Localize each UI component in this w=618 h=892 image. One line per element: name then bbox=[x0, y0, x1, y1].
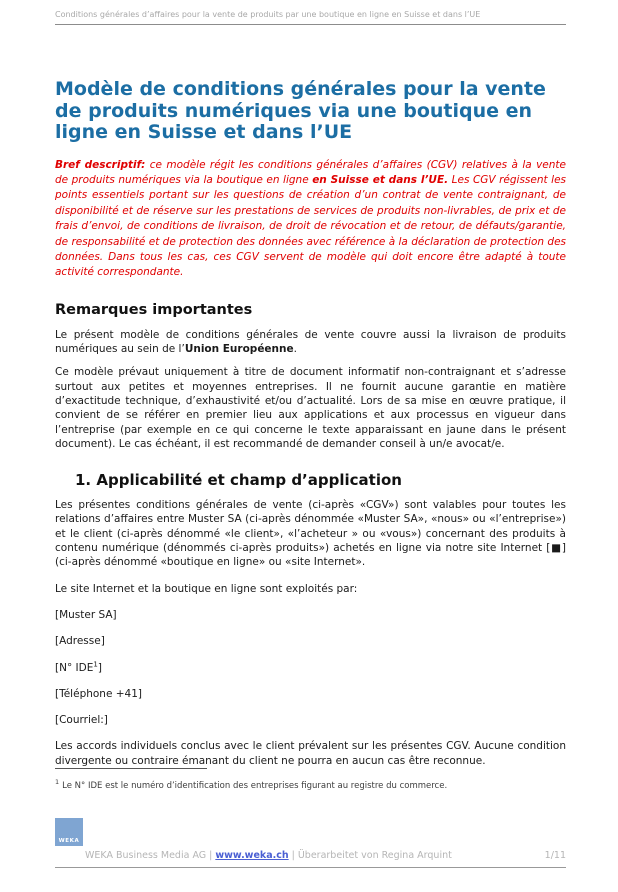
union-europeenne-bold: Union Européenne bbox=[184, 343, 294, 356]
page-footer bbox=[55, 818, 566, 868]
page-number: 1/11 bbox=[544, 850, 566, 861]
placeholder-adresse: [Adresse] bbox=[55, 635, 105, 648]
weka-website-link[interactable]: www.weka.ch bbox=[215, 850, 289, 861]
page-title: Modèle de conditions générales pour la vente de produits numériques via une boutique en ligne en Suisse et dans l’UE bbox=[55, 78, 546, 143]
running-header bbox=[55, 10, 566, 25]
brief-text-1: ce modèle régit les conditions générales d’affaires (CGV) relatives à la vente de produits numériques via la boutique en ligne bbox=[55, 158, 566, 186]
footer-company: WEKA Business Media AG bbox=[85, 850, 207, 861]
placeholder-courriel: [Courriel:] bbox=[55, 714, 108, 727]
running-header-text: Conditions générales d’affaires pour la vente de produits par une boutique en ligne en Suisse et dans l’UE bbox=[55, 10, 481, 19]
footer-separator-2: | bbox=[291, 850, 295, 861]
footnote-area bbox=[55, 768, 566, 792]
section-1-heading: 1. Applicabilité et champ d’application bbox=[75, 471, 402, 490]
placeholder-ide: [N° IDE$^1$] bbox=[55, 660, 102, 674]
section-1-paragraph-1: Les présentes conditions générales de vente (ci-après «CGV») sont valables pour toutes les relations d’affaires entre Muster SA (ci-après dénommée «Muster SA», «nous» ou «l’entreprise») et le client (ci-après dénommé «le client», «l’acheteur » ou «vous») concernant des produits à contenu numérique (dénommés ci-après produits») achetés en ligne via notre site Internet [■] (ci-après dénommé «boutique en ligne» ou «site Internet». bbox=[55, 499, 566, 569]
footer-edited-by: Überarbeitet von Regina Arquint bbox=[297, 850, 452, 861]
section-1-paragraph-3: Les accords individuels conclus avec le client prévalent sur les présentes CGV. Aucune condition divergente ou contraire émanant du client ne pourra en aucun cas être reconnue. bbox=[55, 740, 566, 767]
weka-logo bbox=[55, 818, 83, 846]
placeholder-telephone: [Téléphone +41] bbox=[55, 687, 143, 700]
footnote-reference: 1 bbox=[93, 660, 98, 668]
placeholder-muster-sa: [Muster SA] bbox=[55, 608, 117, 621]
weka-logo-text: WEKA bbox=[58, 838, 80, 844]
footer-rule bbox=[55, 867, 566, 868]
footnote-separator bbox=[55, 768, 207, 769]
brief-description bbox=[55, 158, 566, 281]
remarks-paragraph-2: Ce modèle prévaut uniquement à titre de document informatif non-contraignant et s’adresse surtout aux petites et moyennes entreprises. Il ne fournit aucune garantie en matière d’exactitude technique, d’exhaustivité et/ou d’actualité. Lors de sa mise en œuvre pratique, il convient de se référer en premier lieu aux applications et aux processus en vigueur dans l’entreprise (par exemple en ce qui concerne le texte apparaissant en jaune dans le présent document). Le cas échéant, il est recommandé de demander conseil à un/e avocat/e. bbox=[55, 366, 566, 450]
footnote-text: $^1$ Le N° IDE est le numéro d’identification des entreprises figurant au registre du commerce. bbox=[55, 778, 448, 791]
footnote-marker: 1 bbox=[55, 778, 60, 787]
remarks-paragraph-1: Le présent modèle de conditions générales de vente couvre aussi la livraison de produits numériques au sein de l’Union Européenne. bbox=[55, 328, 566, 356]
brief-label: Bref descriptif: bbox=[55, 158, 146, 171]
footer-separator-1: | bbox=[209, 850, 213, 861]
brief-text-2: Les CGV régissent les points essentiels portant sur les questions de création d’un contrat de vente contraignant, de disponibilité et de réserve sur les prestations de services de produits non-livrables, de prix et de frais d’envoi, de conditions de livraison, de droit de révocation et de retour, de défauts/garantie, de responsabilité et de protection des données avec référence à la déclaration de protection des données. Dans tous les cas, ces CGV servent de modèle qui doit encore être adapté à toute activité correspondante. bbox=[55, 173, 567, 279]
footer-text bbox=[85, 850, 455, 862]
operators-intro: Le site Internet et la boutique en ligne sont exploités par: bbox=[55, 582, 358, 595]
remarks-heading: Remarques importantes bbox=[55, 301, 253, 318]
brief-bold: en Suisse et dans l’UE. bbox=[312, 173, 449, 186]
